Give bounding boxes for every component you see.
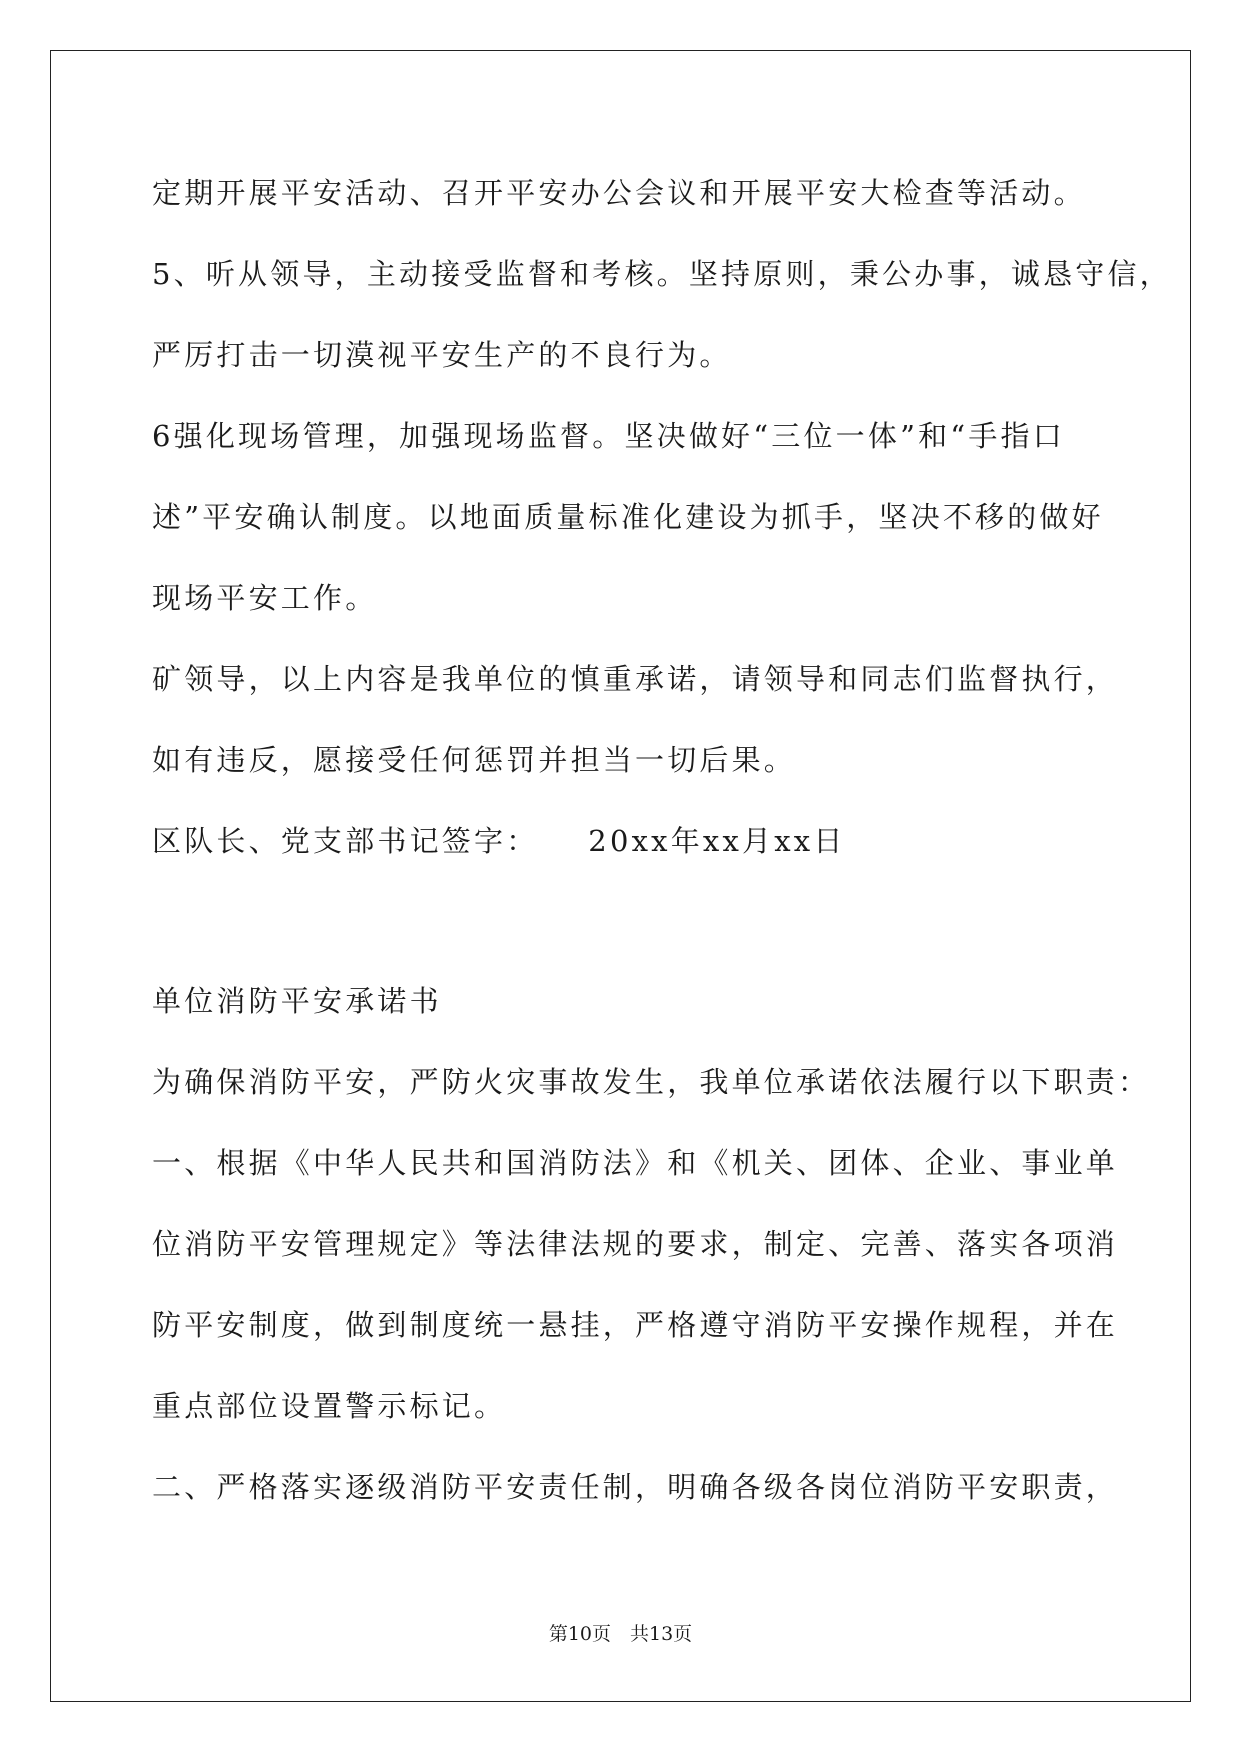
page-border (50, 50, 1191, 1702)
body-line-4: 6强化现场管理，加强现场监督。坚决做好“三位一体”和“手指口 (152, 419, 1065, 453)
body-line-3: 严厉打击一切漠视平安生产的不良行为。 (152, 338, 732, 372)
section-title: 单位消防平安承诺书 (152, 984, 442, 1018)
section-line-5: 重点部位设置警示标记。 (152, 1389, 507, 1423)
body-line-2: 5、听从领导，主动接受监督和考核。坚持原则，秉公办事，诚恳守信， (152, 257, 1172, 291)
section-line-2: 一、根据《中华人民共和国消防法》和《机关、团体、企业、事业单 (152, 1146, 1119, 1180)
body-line-8: 如有违反，愿接受任何惩罚并担当一切后果。 (152, 743, 797, 777)
section-line-1: 为确保消防平安，严防火灾事故发生，我单位承诺依法履行以下职责： (152, 1065, 1151, 1099)
section-line-6: 二、严格落实逐级消防平安责任制，明确各级各岗位消防平安职责， (152, 1470, 1119, 1504)
body-line-6: 现场平安工作。 (152, 581, 378, 615)
section-line-4: 防平安制度，做到制度统一悬挂，严格遵守消防平安操作规程，并在 (152, 1308, 1119, 1342)
section-line-3: 位消防平安管理规定》等法律法规的要求，制定、完善、落实各项消 (152, 1227, 1119, 1261)
body-line-1: 定期开展平安活动、召开平安办公会议和开展平安大检查等活动。 (152, 176, 1086, 210)
body-line-7: 矿领导，以上内容是我单位的慎重承诺，请领导和同志们监督执行， (152, 662, 1119, 696)
signature-line: 区队长、党支部书记签字： 20xx年xx月xx日 (152, 824, 846, 858)
page-number: 第10页 共13页 (548, 1623, 693, 1645)
body-line-5: 述”平安确认制度。以地面质量标准化建设为抓手，坚决不移的做好 (152, 500, 1104, 534)
